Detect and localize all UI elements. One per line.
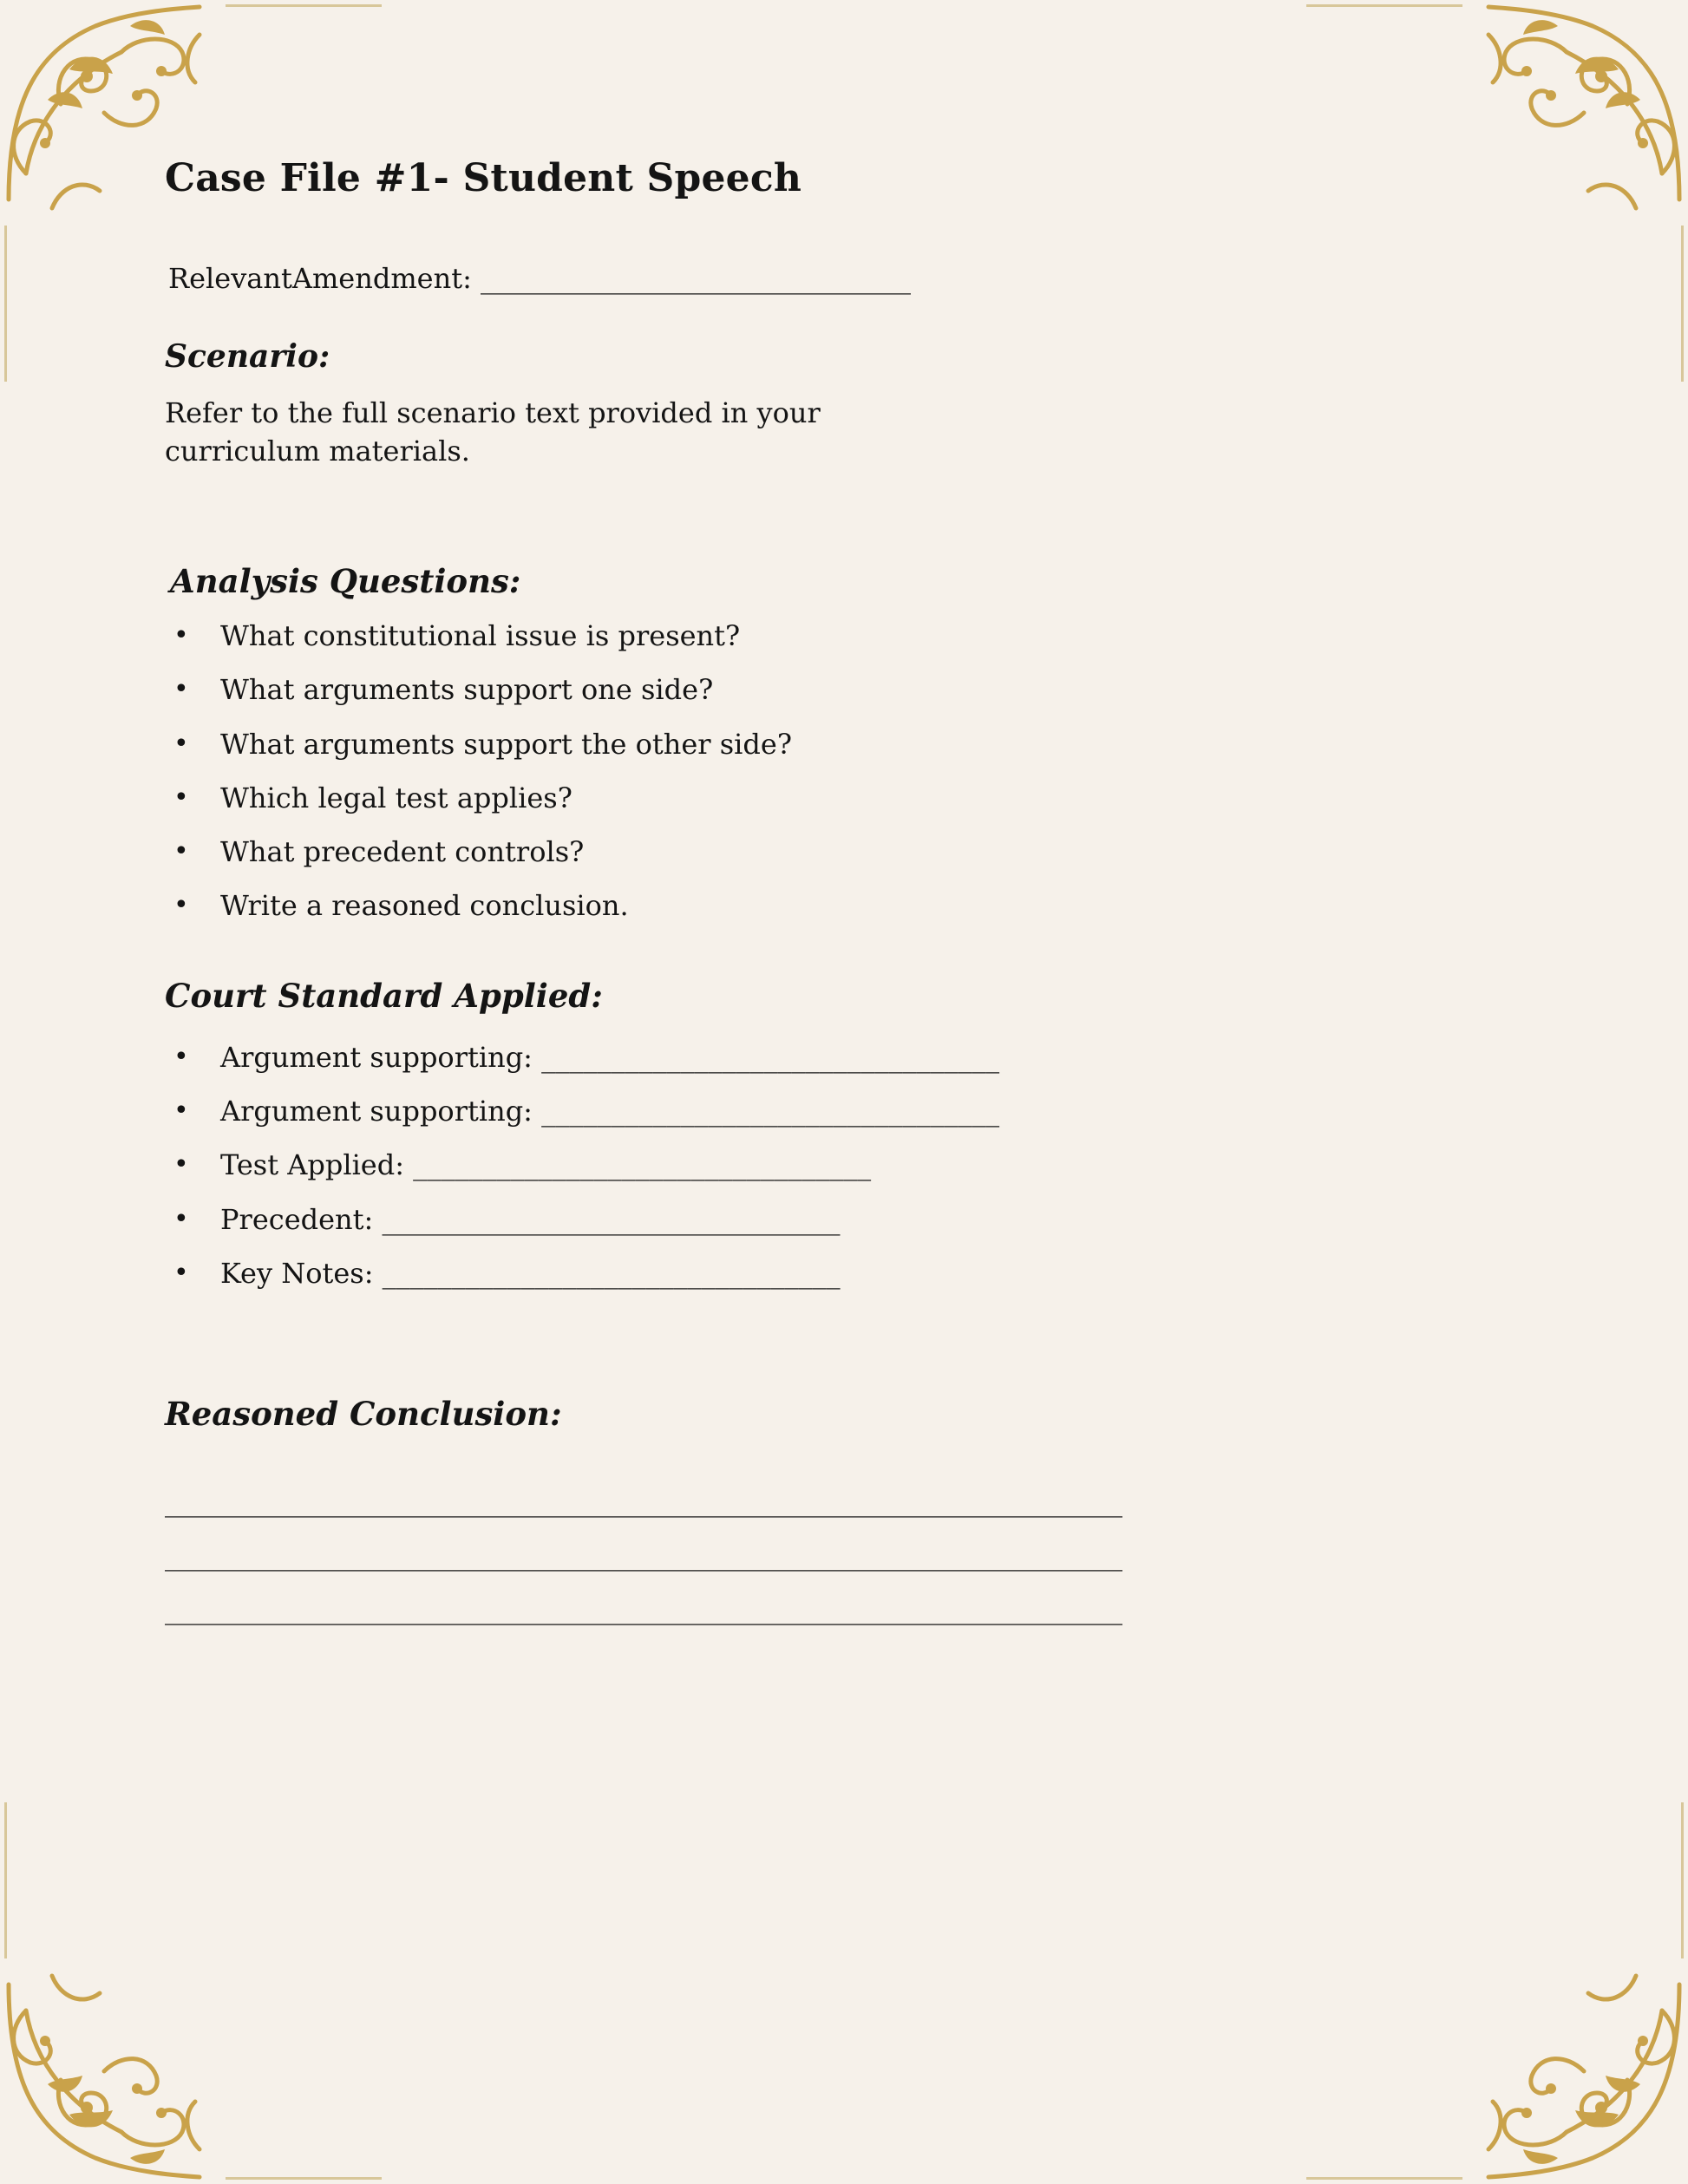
- relevant-amendment-field[interactable]: RelevantAmendment: _______________________________: [168, 262, 912, 295]
- blank-field-item[interactable]: [165, 1246, 999, 1300]
- scenario-text: Refer to the full scenario text provided in your curriculum materials.: [165, 396, 821, 468]
- conclusion-line[interactable]: _____________________________________________________________________: [165, 1539, 1122, 1572]
- border-line: [1306, 2177, 1462, 2180]
- border-line: [226, 2177, 382, 2180]
- bullet-icon: •: [173, 1042, 189, 1072]
- bullet-icon: •: [173, 728, 189, 759]
- border-line: [1306, 4, 1462, 7]
- corner-ornament-icon: [1462, 1958, 1688, 2184]
- page-title: Case File #1- Student Speech: [165, 156, 802, 200]
- blank-field-text: Test Applied: _________________________________: [220, 1148, 872, 1182]
- blank-field-item[interactable]: [165, 1030, 999, 1084]
- bullet-icon: •: [173, 1149, 189, 1180]
- blank-field-text: Argument supporting: _________________________________: [220, 1095, 1000, 1128]
- border-line: [226, 4, 382, 7]
- list-item: [165, 879, 792, 932]
- blank-field-text: Key Notes: _________________________________: [220, 1256, 841, 1290]
- list-item-text: What arguments support one side?: [220, 673, 714, 707]
- list-item: [165, 825, 792, 879]
- list-item: [165, 609, 792, 663]
- conclusion-line[interactable]: _____________________________________________________________________: [165, 1592, 1122, 1625]
- court-standard-list: [165, 1030, 999, 1300]
- blank-field-item[interactable]: [165, 1084, 999, 1138]
- scenario-heading: Scenario:: [165, 338, 330, 375]
- list-item-text: What constitutional issue is present?: [220, 619, 741, 652]
- corner-ornament-icon: [1462, 0, 1688, 226]
- border-line: [4, 226, 7, 382]
- conclusion-line[interactable]: _____________________________________________________________________: [165, 1485, 1122, 1518]
- list-item-text: What precedent controls?: [220, 835, 585, 869]
- court-standard-heading: Court Standard Applied:: [165, 977, 603, 1015]
- corner-ornament-icon: [0, 1958, 226, 2184]
- bullet-icon: •: [173, 1203, 189, 1234]
- blank-field-text: Precedent: _________________________________: [220, 1202, 841, 1236]
- blank-field-text: Argument supporting: _________________________________: [220, 1041, 1000, 1074]
- border-line: [4, 1802, 7, 1958]
- bullet-icon: •: [173, 620, 189, 651]
- border-line: [1681, 226, 1684, 382]
- bullet-icon: •: [173, 836, 189, 867]
- list-item: [165, 717, 792, 771]
- blank-field-item[interactable]: [165, 1193, 999, 1246]
- bullet-icon: •: [173, 890, 189, 921]
- border-line: [1681, 1802, 1684, 1958]
- list-item-text: What arguments support the other side?: [220, 727, 792, 761]
- blank-field-item[interactable]: [165, 1138, 999, 1192]
- list-item: [165, 663, 792, 716]
- bullet-icon: •: [173, 674, 189, 705]
- bullet-icon: •: [173, 1095, 189, 1127]
- list-item-text: Which legal test applies?: [220, 781, 572, 814]
- analysis-questions-list: [165, 609, 792, 933]
- analysis-questions-heading: Analysis Questions:: [170, 562, 521, 600]
- reasoned-conclusion-heading: Reasoned Conclusion:: [165, 1395, 562, 1433]
- bullet-icon: •: [173, 1257, 189, 1288]
- list-item-text: Write a reasoned conclusion.: [220, 889, 629, 923]
- list-item: [165, 771, 792, 825]
- bullet-icon: •: [173, 781, 189, 813]
